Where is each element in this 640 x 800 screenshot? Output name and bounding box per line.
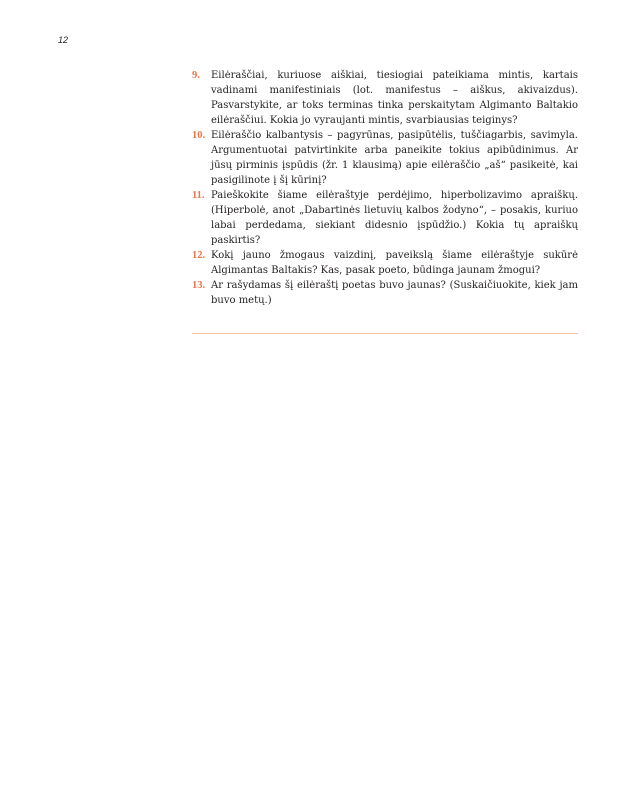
question-text: Eilėraščio kalbantysis – pagyrūnas, pasipūtėlis, tuščiagarbis, savimyla. Argumentuotai patvirtinkite arba paneikite tokius apibūdinimus. Ar jūsų pirminis įspūdis (žr. 1 klausimą) apie eilėraščio „aš“ pasikeitė, kai pasigilinote į šį kūrinį?	[211, 130, 578, 186]
question-item	[192, 128, 578, 188]
section-divider	[192, 333, 578, 334]
question-number: 9.	[192, 70, 200, 81]
question-text: Paieškokite šiame eilėraštyje perdėjimo, hiperbolizavimo apraiškų. (Hiperbolė, anot „Dabartinės lietuvių kalbos žodyno“, – posakis, kuriuo labai perdedama, siekiant didesnio įspūdžio.) Kokia tų apraiškų paskirtis?	[211, 190, 578, 246]
question-item	[192, 68, 578, 128]
question-number: 13.	[192, 280, 206, 291]
question-number: 11.	[192, 190, 205, 201]
page-number: 12	[58, 35, 69, 45]
question-number: 12.	[192, 250, 206, 261]
question-list	[192, 68, 578, 308]
question-text: Kokį jauno žmogaus vaizdinį, paveikslą šiame eilėraštyje sukūrė Algimantas Baltakis? Kas, pasak poeto, būdinga jaunam žmogui?	[211, 250, 578, 276]
question-item	[192, 278, 578, 308]
question-item	[192, 248, 578, 278]
question-item	[192, 188, 578, 248]
question-text: Eilėraščiai, kuriuose aiškiai, tiesiogiai pateikiama mintis, kartais vadinami manifestiniais (lot. manifestus – aiškus, akivaizdus). Pasvarstykite, ar toks terminas tinka perskaitytam Algimanto Baltakio eilėraščiui. Kokia jo vyraujanti mintis, svarbiausias teiginys?	[211, 70, 578, 126]
question-number: 10.	[192, 130, 206, 141]
question-text: Ar rašydamas šį eilėraštį poetas buvo jaunas? (Suskaičiuokite, kiek jam buvo metų.)	[211, 280, 578, 306]
